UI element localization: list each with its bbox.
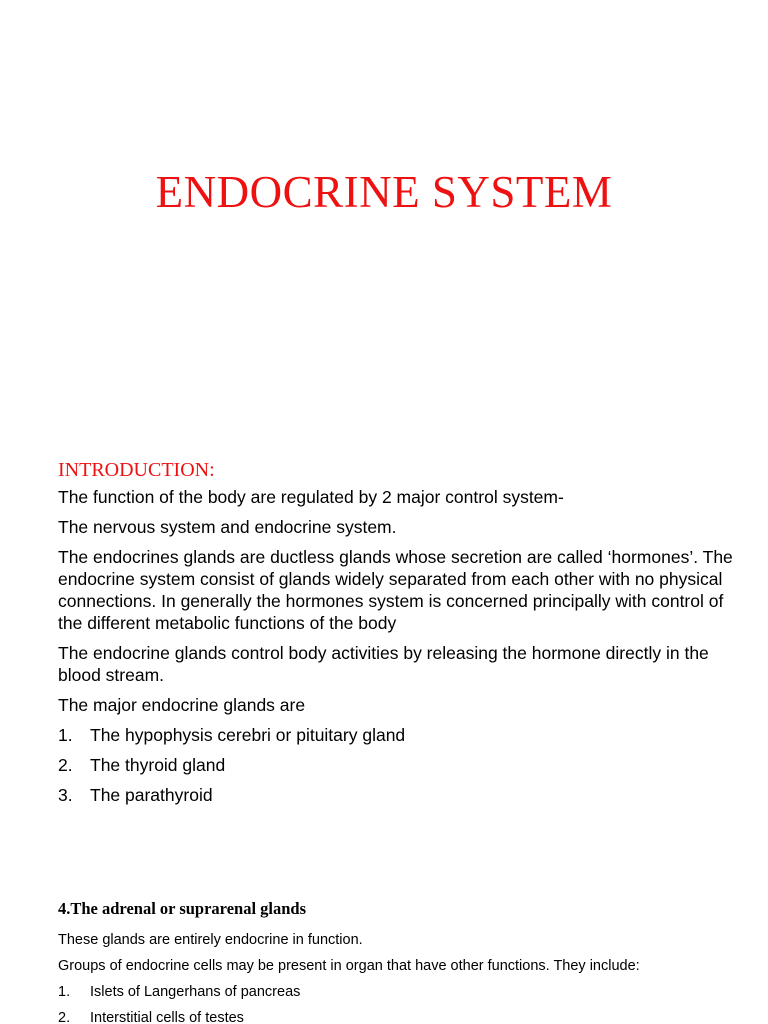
list-item: [58, 754, 738, 776]
list-item-number: 2.: [58, 1010, 71, 1024]
list-item-number: 1.: [58, 725, 73, 745]
intro-paragraph: The function of the body are regulated by 2 major control system-: [58, 487, 564, 507]
intro-paragraph: The endocrines glands are ductless glands whose secretion are called ‘hormones’. The endocrine system consist of glands widely separated from each other with no physical connections. In generally the hormones system is concerned principally with control of the different metabolic functions of the body: [58, 547, 733, 633]
introduction-section: [58, 456, 738, 814]
list-item-number: 3.: [58, 785, 73, 805]
list-item: [58, 1008, 738, 1024]
list-item-text: Interstitial cells of testes: [90, 1010, 244, 1024]
adrenal-section: [58, 898, 738, 1024]
introduction-heading: INTRODUCTION:: [58, 459, 215, 481]
intro-paragraph: The major endocrine glands are: [58, 695, 306, 715]
adrenal-heading: 4.The adrenal or suprarenal glands: [58, 899, 307, 918]
intro-paragraph: The nervous system and endocrine system.: [58, 517, 397, 537]
list-item-text: Islets of Langerhans of pancreas: [90, 984, 301, 1000]
list-item-number: 2.: [58, 755, 73, 775]
major-glands-list: [58, 724, 738, 806]
list-item-number: 1.: [58, 984, 71, 1000]
adrenal-paragraph: Groups of endocrine cells may be present in organ that have other functions. They include:: [58, 958, 640, 974]
list-item: [58, 982, 738, 1002]
document-title: ENDOCRINE SYSTEM: [155, 167, 613, 217]
list-item: [58, 724, 738, 746]
list-item: [58, 784, 738, 806]
other-endocrine-list: [58, 982, 738, 1024]
intro-paragraph: The endocrine glands control body activities by releasing the hormone directly in the blood stream.: [58, 643, 709, 685]
list-item-text: The thyroid gland: [90, 755, 226, 775]
list-item-text: The parathyroid: [90, 785, 213, 805]
list-item-text: The hypophysis cerebri or pituitary gland: [90, 725, 406, 745]
adrenal-paragraph: These glands are entirely endocrine in function.: [58, 932, 363, 948]
